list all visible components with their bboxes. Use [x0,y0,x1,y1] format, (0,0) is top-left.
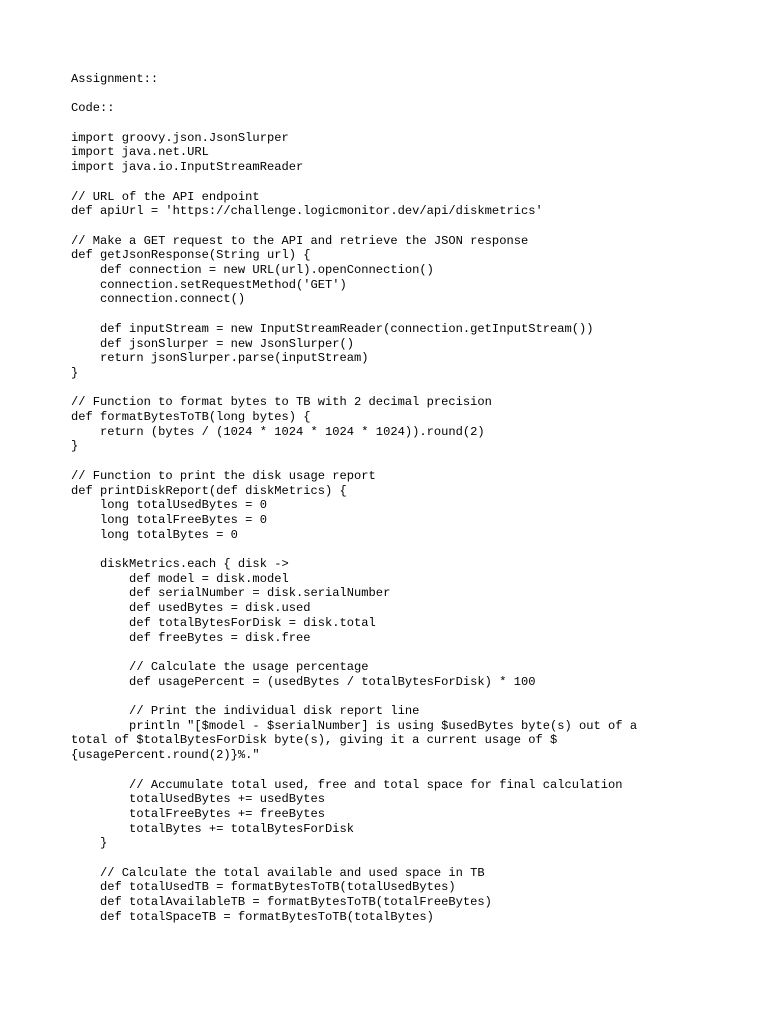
code-line: return jsonSlurper.parse(inputStream) [71,351,369,366]
code-line: } [71,365,79,380]
blank-line [71,116,731,131]
code-line: def freeBytes = disk.free [71,630,311,645]
code-line: def inputStream = new InputStreamReader(connection.getInputStream()) [71,321,594,336]
code-line: // Function to format bytes to TB with 2 decimal precision [71,395,492,410]
blank-line [71,307,731,322]
blank-line [71,645,731,660]
code-line: import java.io.InputStreamReader [71,160,304,175]
code-line: println "[$model - $serialNumber] is using $usedBytes byte(s) out of a [71,718,638,733]
code-line: def apiUrl = 'https://challenge.logicmonitor.dev/api/diskmetrics' [71,204,543,219]
code-line: // Calculate the total available and used space in TB [71,865,485,880]
code-line: import java.net.URL [71,145,209,160]
code-line: def jsonSlurper = new JsonSlurper() [71,336,355,351]
code-line: connection.setRequestMethod('GET') [71,277,347,292]
code-line: // Make a GET request to the API and retrieve the JSON response [71,233,529,248]
code-line: totalUsedBytes += usedBytes [71,792,326,807]
code-line: // Function to print the disk usage report [71,468,376,483]
code-line: } [71,439,79,454]
blank-line [71,381,731,396]
code-line: connection.connect() [71,292,246,307]
blank-line [71,542,731,557]
code-line: def printDiskReport(def diskMetrics) { [71,483,347,498]
code-line: diskMetrics.each { disk -> [71,557,289,572]
code-line: Assignment:: [71,72,159,86]
blank-line [71,454,731,469]
code-line: } [71,836,108,851]
code-listing [71,72,731,925]
code-line: def formatBytesToTB(long bytes) { [71,410,311,425]
code-line: def totalAvailableTB = formatBytesToTB(totalFreeBytes) [71,895,492,910]
code-line: def connection = new URL(url).openConnection() [71,263,434,278]
code-line: totalFreeBytes += freeBytes [71,806,326,821]
code-line: {usagePercent.round(2)}%." [71,748,260,763]
code-line: def model = disk.model [71,571,289,586]
code-line: def totalBytesForDisk = disk.total [71,615,376,630]
code-line: long totalUsedBytes = 0 [71,498,267,513]
code-line: return (bytes / (1024 * 1024 * 1024 * 1024)).round(2) [71,424,485,439]
code-line: def serialNumber = disk.serialNumber [71,586,391,601]
code-line: def totalSpaceTB = formatBytesToTB(totalBytes) [71,909,434,924]
blank-line [71,219,731,234]
blank-line [71,689,731,704]
code-line: def usagePercent = (usedBytes / totalBytesForDisk) * 100 [71,674,536,689]
blank-line [71,87,731,102]
code-line: total of $totalBytesForDisk byte(s), giving it a current usage of $ [71,733,558,748]
code-line: import groovy.json.JsonSlurper [71,130,289,145]
code-line: // Accumulate total used, free and total space for final calculation [71,777,623,792]
code-line: long totalFreeBytes = 0 [71,512,267,527]
code-line: // URL of the API endpoint [71,189,260,204]
code-line: def getJsonResponse(String url) { [71,248,311,263]
code-line: def totalUsedTB = formatBytesToTB(totalUsedBytes) [71,880,456,895]
code-line: long totalBytes = 0 [71,527,238,542]
blank-line [71,763,731,778]
code-line: // Print the individual disk report line [71,704,420,719]
code-line: def usedBytes = disk.used [71,601,311,616]
blank-line [71,175,731,190]
code-line: // Calculate the usage percentage [71,659,369,674]
blank-line [71,851,731,866]
code-line: Code:: [71,101,115,116]
code-line: totalBytes += totalBytesForDisk [71,821,355,836]
